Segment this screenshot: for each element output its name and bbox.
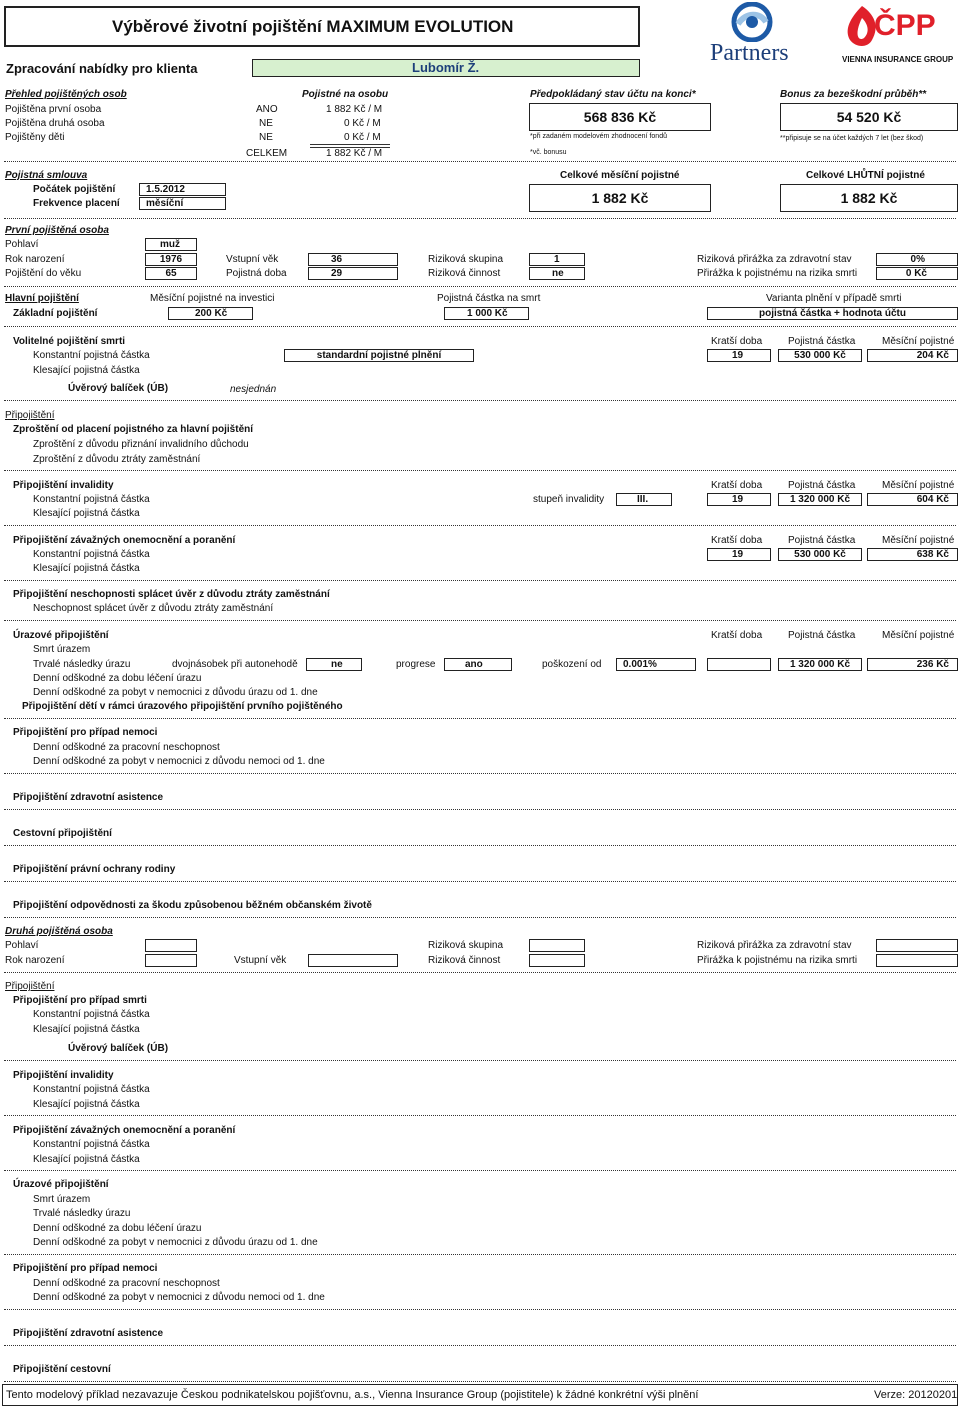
- second-riders-heading: Připojištění: [5, 981, 55, 992]
- invalidity-degree-field[interactable]: III.: [616, 493, 672, 506]
- account-heading: Předpokládaný stav účtu na konci*: [530, 89, 696, 100]
- partners-logo: [708, 2, 816, 66]
- separator: [4, 218, 956, 219]
- waiver-heading: Zproštění od placení pojistného za hlavní pojištění: [13, 424, 254, 435]
- second-surcharge-label: Přirážka k pojistnému na rizika smrti: [697, 955, 858, 966]
- birth-year-label: Rok narození: [5, 254, 65, 265]
- separator: [4, 620, 956, 621]
- separator: [4, 809, 956, 810]
- bonus-heading: Bonus za bezeškodní průběh**: [780, 89, 927, 100]
- duration-field: 29: [308, 267, 398, 280]
- sickness-item: Denní odškodné za pobyt v nemocnici z důvodu nemoci od 1. dne: [33, 756, 325, 767]
- separator: [4, 1254, 956, 1255]
- second-injury-heading: Úrazové připojištění: [13, 1179, 109, 1190]
- bonus-value: 54 520 Kč: [836, 109, 902, 125]
- person2-premium: 0 Kč / M: [344, 118, 381, 129]
- page-subtitle: Zpracování nabídky pro klienta: [6, 61, 198, 76]
- death-sum-insured-field[interactable]: 530 000 Kč: [778, 349, 862, 362]
- death-sum-field[interactable]: 1 000 Kč: [444, 307, 529, 320]
- duration-label: Pojistná doba: [226, 268, 287, 279]
- serious-declining-label: Klesající pojistná částka: [33, 563, 140, 574]
- death-surcharge-field: 0 Kč: [876, 267, 958, 280]
- second-sickness-item: Denní odškodné za pracovní neschopnost: [33, 1278, 220, 1289]
- total-premium: 1 882 Kč / M: [326, 148, 383, 159]
- second-risk-activity-field[interactable]: [529, 954, 585, 967]
- person2-flag: NE: [259, 118, 273, 129]
- birth-year-field[interactable]: 1976: [145, 253, 197, 266]
- travel-heading: Cestovní připojištění: [13, 828, 112, 839]
- col-shorter-duration: Kratší doba: [711, 336, 763, 347]
- person1-row-label: Pojištěna první osoba: [5, 104, 102, 115]
- entry-age-label: Vstupní věk: [226, 254, 279, 265]
- serious-sum-field[interactable]: 530 000 Kč: [778, 548, 862, 561]
- second-invalidity-declining: Klesající pojistná částka: [33, 1099, 140, 1110]
- invalidity-declining-label: Klesající pojistná částka: [33, 508, 140, 519]
- col-shorter-duration: Kratší doba: [711, 480, 763, 491]
- risk-activity-label: Riziková činnost: [428, 268, 501, 279]
- separator: [4, 1345, 956, 1346]
- col-shorter-duration: Kratší doba: [711, 535, 763, 546]
- health-surcharge-field[interactable]: 0%: [876, 253, 958, 266]
- separator: [4, 470, 956, 471]
- injury-healing-label: Denní odškodné za dobu léčení úrazu: [33, 673, 202, 684]
- children-row-label: Pojištěny děti: [5, 132, 65, 143]
- second-birth-label: Rok narození: [5, 955, 65, 966]
- invalidity-sum-field[interactable]: 1 320 000 Kč: [778, 493, 862, 506]
- injury-double-field[interactable]: ne: [306, 658, 362, 671]
- separator: [4, 1170, 956, 1171]
- children-premium: 0 Kč / M: [344, 132, 381, 143]
- gender-field[interactable]: muž: [145, 238, 197, 251]
- injury-death-label: Smrt úrazem: [33, 644, 91, 655]
- second-surcharge-field: [876, 954, 958, 967]
- second-person-heading: Druhá pojištěná osoba: [5, 926, 113, 937]
- account-note-bonus: *vč. bonusu: [530, 149, 567, 156]
- injury-premium-field: 236 Kč: [867, 658, 958, 671]
- main-insurance-heading: Hlavní pojištění: [5, 293, 79, 304]
- col-sum-insured: Pojistná částka: [788, 336, 856, 347]
- premium-column-heading: Pojistné na osobu: [302, 89, 389, 100]
- start-date-field[interactable]: 1.5.2012: [139, 183, 226, 196]
- death-declining-label: Klesající pojistná částka: [33, 365, 140, 376]
- partners-logo-text: Partners: [710, 40, 789, 66]
- death-variant-label: Varianta plnění v případě smrti: [766, 293, 902, 304]
- injury-damage-label: poškození od: [542, 659, 602, 670]
- serious-illness-heading: Připojištění závažných onemocnění a poranění: [13, 535, 236, 546]
- separator: [4, 718, 956, 719]
- injury-progress-field[interactable]: ano: [444, 658, 512, 671]
- overview-heading: Přehled pojištěných osob: [5, 89, 127, 100]
- death-variant-field[interactable]: pojistná částka + hodnota účtu: [707, 307, 958, 320]
- separator: [4, 1115, 956, 1116]
- second-loan-package: Úvěrový balíček (ÚB): [68, 1043, 169, 1054]
- serious-shorter-field[interactable]: 19: [707, 548, 771, 561]
- until-age-label: Pojištění do věku: [5, 268, 82, 279]
- risk-group-field[interactable]: 1: [529, 253, 585, 266]
- second-health-assistance: Připojištění zdravotní asistence: [13, 1328, 164, 1339]
- contract-heading: Pojistná smlouva: [5, 170, 88, 181]
- agent-name: Lubomír Ž.: [412, 60, 480, 75]
- person1-premium: 1 882 Kč / M: [326, 104, 383, 115]
- second-serious-declining: Klesající pojistná částka: [33, 1154, 140, 1165]
- col-sum-insured: Pojistná částka: [788, 535, 856, 546]
- investment-label: Měsíční pojistné na investici: [150, 293, 275, 304]
- children-flag: NE: [259, 132, 273, 143]
- death-surcharge-label: Přirážka k pojistnému na rizika smrti: [697, 268, 858, 279]
- footer-disclaimer: Tento modelový příklad nezavazuje Českou podnikatelskou pojišťovnu, a.s., Vienna Insurance Group (pojistitele) k žádné konkrétní výši plnění: [6, 1389, 699, 1401]
- second-death-constant: Konstantní pojistná částka: [33, 1009, 150, 1020]
- col-monthly-premium: Měsíční pojistné: [882, 336, 955, 347]
- col-shorter-duration: Kratší doba: [711, 630, 763, 641]
- injury-progress-label: progrese: [396, 659, 436, 670]
- col-monthly-premium: Měsíční pojistné: [882, 480, 955, 491]
- lhutni-premium-box: [780, 184, 958, 212]
- start-label: Počátek pojištění: [33, 184, 116, 195]
- loan-rider-heading: Připojištění neschopnosti splácet úvěr z důvodu ztráty zaměstnání: [13, 589, 330, 600]
- second-serious-constant: Konstantní pojistná částka: [33, 1139, 150, 1150]
- person2-row-label: Pojištěna druhá osoba: [5, 118, 105, 129]
- bonus-note: **připisuje se na účet každých 7 let (bez škod): [780, 135, 924, 142]
- bonus-value-box: [780, 103, 958, 131]
- total-label: CELKEM: [246, 148, 288, 159]
- person1-flag: ANO: [256, 104, 278, 115]
- death-shorter-field[interactable]: 19: [707, 349, 771, 362]
- second-injury-hospital: Denní odškodné za pobyt v nemocnici z důvodu úrazu od 1. dne: [33, 1237, 318, 1248]
- gender-label: Pohlaví: [5, 239, 39, 250]
- separator: [4, 161, 956, 162]
- entry-age-field: 36: [308, 253, 398, 266]
- injury-heading: Úrazové připojištění: [13, 630, 109, 641]
- second-invalidity-heading: Připojištění invalidity: [13, 1070, 114, 1081]
- health-assistance-heading: Připojištění zdravotní asistence: [13, 792, 164, 803]
- injury-shorter-field[interactable]: [707, 658, 771, 671]
- separator: [4, 400, 956, 401]
- health-surcharge-label: Riziková přirážka za zdravotní stav: [697, 254, 852, 265]
- frequency-field[interactable]: měsíční: [139, 197, 226, 210]
- legal-protection-heading: Připojištění právní ochrany rodiny: [13, 864, 176, 875]
- monthly-premium-value: 1 882 Kč: [591, 190, 649, 206]
- col-sum-insured: Pojistná částka: [788, 480, 856, 491]
- separator: [4, 286, 956, 287]
- death-benefit-type-field[interactable]: standardní pojistné plnění: [284, 349, 474, 362]
- second-gender-field[interactable]: [145, 939, 197, 952]
- second-injury-healing: Denní odškodné za dobu léčení úrazu: [33, 1223, 202, 1234]
- separator: [4, 1309, 956, 1310]
- investment-field[interactable]: 200 Kč: [168, 307, 253, 320]
- basic-insurance-label: Základní pojištění: [13, 308, 98, 319]
- second-death-declining: Klesající pojistná částka: [33, 1024, 140, 1035]
- monthly-premium-heading: Celkové měsíční pojistné: [560, 170, 680, 181]
- death-constant-label: Konstantní pojistná částka: [33, 350, 150, 361]
- riders-heading: Připojištění: [5, 410, 55, 421]
- page-title: Výběrové životní pojištění MAXIMUM EVOLUTION: [112, 17, 514, 36]
- injury-hospital-label: Denní odškodné za pobyt v nemocnici z důvodu úrazu od 1. dne: [33, 687, 318, 698]
- second-travel: Připojištění cestovní: [13, 1364, 111, 1375]
- waiver-item: Zproštění z důvodu přiznání invalidního důchodu: [33, 439, 249, 450]
- second-health-label: Riziková přirážka za zdravotní stav: [697, 940, 852, 951]
- monthly-premium-box: [529, 184, 711, 212]
- death-premium-field: 204 Kč: [867, 349, 958, 362]
- optional-death-heading: Volitelné pojištění smrti: [13, 336, 126, 347]
- second-risk-activity-label: Riziková činnost: [428, 955, 501, 966]
- injury-damage-field[interactable]: 0.001%: [616, 658, 696, 671]
- second-sickness-item: Denní odškodné za pobyt v nemocnici z důvodu nemoci od 1. dne: [33, 1292, 325, 1303]
- account-value-box: [529, 103, 711, 131]
- second-gender-label: Pohlaví: [5, 940, 39, 951]
- col-sum-insured: Pojistná částka: [788, 630, 856, 641]
- invalidity-heading: Připojištění invalidity: [13, 480, 114, 491]
- cpp-logo-text: ČPP: [874, 9, 936, 42]
- loan-package-status: nesjednán: [230, 384, 277, 395]
- liability-heading: Připojištění odpovědnosti za škodu způsobenou běžném občanském životě: [13, 900, 372, 911]
- injury-double-label: dvojnásobek při autonehodě: [172, 659, 298, 670]
- invalidity-degree-label: stupeň invalidity: [533, 494, 605, 505]
- footer-version: Verze: 20120201: [874, 1389, 958, 1401]
- separator: [4, 972, 956, 973]
- separator: [4, 917, 956, 918]
- second-risk-group-field[interactable]: [529, 939, 585, 952]
- injury-sum-field[interactable]: 1 320 000 Kč: [778, 658, 862, 671]
- lhutni-premium-heading: Celkové LHŮTNÍ pojistné: [806, 170, 925, 181]
- children-injury-label: Připojištění dětí v rámci úrazového připojištění prvního pojištěného: [22, 701, 343, 712]
- second-risk-group-label: Riziková skupina: [428, 940, 504, 951]
- second-serious-heading: Připojištění závažných onemocnění a poranění: [13, 1125, 236, 1136]
- separator: [4, 580, 956, 581]
- col-monthly-premium: Měsíční pojistné: [882, 630, 955, 641]
- separator: [4, 525, 956, 526]
- separator: [4, 881, 956, 882]
- second-invalidity-constant: Konstantní pojistná částka: [33, 1084, 150, 1095]
- invalidity-shorter-field[interactable]: 19: [707, 493, 771, 506]
- frequency-label: Frekvence placení: [33, 198, 120, 209]
- partners-swirl-icon: [708, 2, 816, 42]
- serious-premium-field: 638 Kč: [867, 548, 958, 561]
- injury-permanent-label: Trvalé následky úrazu: [33, 659, 131, 670]
- cpp-logo: [838, 2, 960, 66]
- loan-package-label: Úvěrový balíček (ÚB): [68, 383, 169, 394]
- separator: [4, 1060, 956, 1061]
- separator: [4, 845, 956, 846]
- second-death-heading: Připojištění pro případ smrti: [13, 995, 147, 1006]
- risk-group-label: Riziková skupina: [428, 254, 504, 265]
- lhutni-premium-value: 1 882 Kč: [840, 190, 898, 206]
- second-injury-permanent: Trvalé následky úrazu: [33, 1208, 131, 1219]
- second-sickness-heading: Připojištění pro případ nemoci: [13, 1263, 158, 1274]
- second-entry-age-field: [308, 954, 398, 967]
- second-injury-death: Smrt úrazem: [33, 1194, 91, 1205]
- invalidity-constant-label: Konstantní pojistná částka: [33, 494, 150, 505]
- until-age-field[interactable]: 65: [145, 267, 197, 280]
- risk-activity-field[interactable]: ne: [529, 267, 585, 280]
- sickness-item: Denní odškodné za pracovní neschopnost: [33, 742, 220, 753]
- first-person-heading: První pojištěná osoba: [5, 225, 109, 236]
- loan-rider-item: Neschopnost splácet úvěr z důvodu ztráty zaměstnání: [33, 603, 274, 614]
- waiver-item: Zproštění z důvodu ztráty zaměstnání: [33, 454, 201, 465]
- second-health-field[interactable]: [876, 939, 958, 952]
- invalidity-premium-field: 604 Kč: [867, 493, 958, 506]
- separator: [4, 326, 956, 327]
- cpp-logo-subtext: VIENNA INSURANCE GROUP: [842, 55, 954, 64]
- second-entry-age-label: Vstupní věk: [234, 955, 287, 966]
- account-note: *při zadaném modelovém zhodnocení fondů: [530, 133, 667, 140]
- second-birth-field[interactable]: [145, 954, 197, 967]
- account-value: 568 836 Kč: [583, 109, 657, 125]
- col-monthly-premium: Měsíční pojistné: [882, 535, 955, 546]
- separator: [4, 773, 956, 774]
- separator: [4, 1381, 956, 1382]
- death-sum-label: Pojistná částka na smrt: [437, 293, 541, 304]
- serious-constant-label: Konstantní pojistná částka: [33, 549, 150, 560]
- sickness-heading: Připojištění pro případ nemoci: [13, 727, 158, 738]
